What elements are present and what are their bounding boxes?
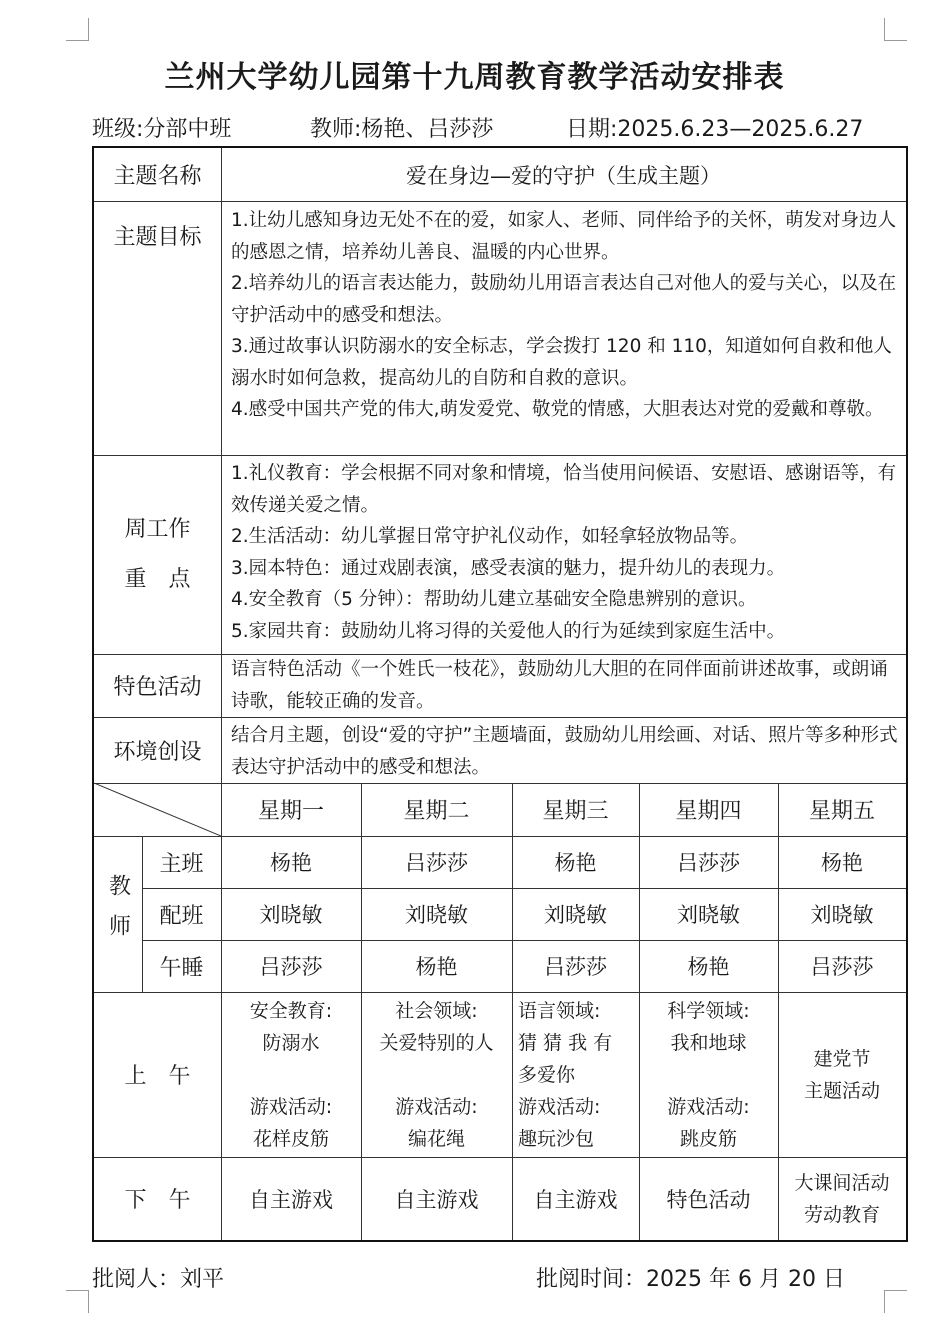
afternoon-cell-wednesday: 自主游戏: [533, 1187, 618, 1212]
theme-goals-label: 主题目标: [113, 224, 202, 250]
class-info: 班级:分部中班: [92, 117, 232, 142]
activity-line: 大课间活动: [794, 1171, 890, 1194]
corner-mark-bottom-right: [884, 1290, 907, 1313]
activity-line: 花样皮筋: [252, 1128, 329, 1150]
theme-name-label: 主题名称: [113, 164, 202, 189]
activity-line: 我和地球: [670, 1032, 747, 1054]
teacher-cell: 刘晓敏: [259, 903, 323, 927]
activity-line: 语言领域:: [518, 1000, 601, 1022]
activity-line: 防溺水: [262, 1032, 320, 1054]
day-header: 星期二: [403, 799, 470, 824]
activity-line: 趣玩沙包: [518, 1128, 595, 1150]
activity-line: 游戏活动:: [395, 1096, 478, 1118]
teacher-cell: 杨艳: [415, 955, 458, 979]
teacher-cell: 杨艳: [554, 851, 597, 875]
morning-label: 上 午: [124, 1064, 191, 1089]
teacher-cell: 杨艳: [270, 851, 312, 875]
day-header: 星期一: [257, 799, 324, 824]
teacher-cell: 吕莎莎: [259, 955, 323, 979]
weekly-focus-text: [221, 458, 906, 647]
goal-item: 4.感受中国共产党的伟大,萌发爱党、敬党的情感，大胆表达对党的爱戴和尊敬。: [231, 399, 884, 420]
morning-cell-friday: [778, 992, 906, 1157]
feature-activity-label: 特色活动: [113, 675, 202, 700]
activity-line: 劳动教育: [803, 1203, 880, 1226]
afternoon-cell-monday: 自主游戏: [249, 1187, 333, 1212]
teacher-cell: 刘晓敏: [544, 903, 607, 927]
corner-mark-bottom-left: [66, 1290, 89, 1313]
afternoon-label: 下 午: [124, 1188, 191, 1213]
day-header: 星期四: [675, 799, 742, 824]
weekly-focus-label-line: 重 点: [124, 566, 191, 592]
weekly-focus-label-line: 周工作: [124, 516, 191, 542]
focus-item: 3.园本特色：通过戏剧表演，感受表演的魅力，提升幼儿的表现力。: [231, 557, 786, 579]
focus-item: 5.家园共育：鼓励幼儿将习得的关爱他人的行为延续到家庭生活中。: [231, 620, 786, 642]
teacher-cell: 刘晓敏: [405, 903, 468, 927]
corner-mark-top-right: [884, 18, 907, 41]
teacher-role-label: 主班: [159, 851, 204, 877]
activity-line: 游戏活动:: [518, 1096, 601, 1118]
activity-line: 建党节: [813, 1047, 871, 1070]
morning-cell-tuesday: [361, 995, 512, 1155]
diagonal-header-cell: [94, 783, 221, 836]
date-info: 日期:2025.6.23—2025.6.27: [566, 117, 864, 142]
teacher-cell: 刘晓敏: [810, 903, 874, 927]
goal-item: 1.让幼儿感知身边无处不在的爱，如家人、老师、同伴给予的关怀，萌发对身边人的感恩之情，培养幼儿善良、温暖的内心世界。: [231, 210, 897, 263]
teacher-cell: 杨艳: [821, 851, 863, 875]
feature-activity-text: 语言特色活动《一个姓氏一枝花》，鼓励幼儿大胆的在同伴面前讲述故事，或朗诵诗歌，能较正确的发音。: [231, 659, 888, 712]
teacher-cell: 吕莎莎: [405, 851, 468, 875]
environment-text: 结合月主题，创设“爱的守护”主题墙面，鼓励幼儿用绘画、对话、照片等多种形式表达守护活动中的感受和想法。: [231, 725, 898, 778]
activity-line: 猜 猜 我 有: [518, 1032, 613, 1054]
theme-goals-text: [221, 205, 906, 426]
morning-cell-wednesday: [512, 995, 639, 1155]
activity-line: 科学领域:: [667, 1000, 750, 1022]
day-header: 星期三: [542, 799, 609, 824]
teacher-group-label: 教师: [105, 874, 131, 954]
focus-item: 4.安全教育（5 分钟）：帮助幼儿建立基础安全隐患辨别的意识。: [231, 589, 757, 610]
reviewer: 批阅人：刘平: [92, 1267, 225, 1292]
teacher-cell: 吕莎莎: [544, 955, 607, 979]
environment-label: 环境创设: [113, 739, 202, 765]
weekly-focus-label: [94, 455, 221, 654]
teacher-role-label: 午睡: [159, 955, 204, 981]
teacher-cell: 杨艳: [687, 955, 730, 979]
corner-mark-top-left: [66, 18, 89, 41]
document-title: 兰州大学幼儿园第十九周教育教学活动安排表: [164, 60, 785, 95]
activity-line: 安全教育:: [249, 1000, 333, 1022]
focus-item: 2.生活活动：幼儿掌握日常守护礼仪动作，如轻拿轻放物品等。: [231, 526, 749, 547]
activity-line: 主题活动: [803, 1079, 880, 1102]
activity-line: 关爱特别的人: [379, 1032, 494, 1054]
afternoon-cell-tuesday: 自主游戏: [394, 1187, 479, 1212]
day-header: 星期五: [808, 799, 875, 824]
morning-cell-thursday: [639, 995, 778, 1155]
schedule-table: [92, 146, 908, 1242]
afternoon-cell-friday: [778, 1157, 906, 1240]
activity-line: 编花绳: [407, 1128, 465, 1150]
teacher-cell: 吕莎莎: [810, 955, 874, 979]
activity-line: 多爱你: [518, 1064, 576, 1086]
teacher-role-label: 配班: [159, 903, 204, 929]
teacher-cell: 吕莎莎: [677, 851, 740, 875]
afternoon-cell-thursday: 特色活动: [666, 1187, 751, 1212]
review-time: 批阅时间：2025 年 6 月 20 日: [536, 1267, 845, 1292]
activity-line: 游戏活动:: [249, 1096, 333, 1118]
theme-name-value: 爱在身边—爱的守护（生成主题）: [406, 163, 721, 188]
focus-item: 1.礼仪教育：学会根据不同对象和情境，恰当使用问候语、安慰语、感谢语等，有效传递关爱之情。: [231, 463, 897, 516]
morning-cell-monday: [221, 995, 361, 1155]
activity-line: 跳皮筋: [679, 1128, 737, 1150]
teacher-cell: 刘晓敏: [677, 903, 740, 927]
goal-item: 2.培养幼儿的语言表达能力，鼓励幼儿用语言表达自己对他人的爱与关心，以及在守护活动中的感受和想法。: [231, 273, 897, 326]
teachers-info: 教师:杨艳、吕莎莎: [310, 117, 494, 142]
activity-line: 游戏活动:: [667, 1096, 750, 1118]
activity-line: 社会领域:: [395, 1000, 478, 1022]
goal-item: 3.通过故事认识防溺水的安全标志，学会拨打 120 和 110，知道如何自救和他人溺水时如何急救，提高幼儿的自防和自救的意识。: [231, 336, 892, 389]
